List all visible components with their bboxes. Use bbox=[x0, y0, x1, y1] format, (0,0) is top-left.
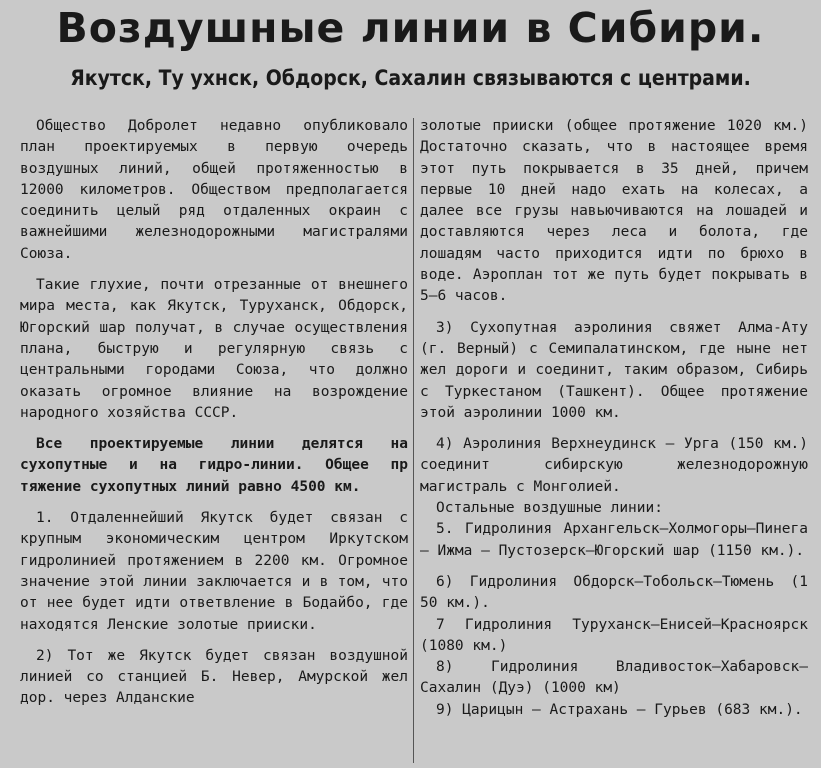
paragraph-item-1: 1. Отдаленнейший Якутск будет связан с крупным экономическим центром Иркутском гидролинией протяжением в 2200 км. Огромное значение этой линии заключается и в том, что от нее будет идти ответвление в Бодайбо, где находятся Ленские золотые прииски. bbox=[20, 510, 408, 633]
paragraph-item-3: 3) Сухопутная аэролиния свяжет Алма-Ату (г. Верный) с Семипалатинском, где ныне нет жел дороги и соединит, таким образом, Сибирь с Туркестаном (Ташкент). Общее протяжение этой аэролинии 1000 км. bbox=[420, 319, 808, 421]
paragraph-item-2-continued: золотые прииски (общее протяжение 1020 км.) Достаточно сказать, что в настоящее время этот путь покрывается в 35 дней, причем первые 10 дней надо ехать на колесах, а далее все грузы навьючиваются на лошадей и доставляются через леса и болота, где лошадям часто приходится идти по брюхо в воде. Аэроплан тот же путь будет покрывать в 5—6 часов. bbox=[420, 118, 808, 305]
paragraph-item-7: 7 Гидролиния Туруханск—Енисей—Красноярск (1080 км.) bbox=[420, 616, 808, 654]
paragraph-item-6: 6) Гидролиния Обдорск—Тобольск—Тюмень (1 50 км.). bbox=[420, 573, 808, 612]
right-column bbox=[420, 116, 808, 721]
paragraph-item-4: 4) Аэролиния Верхнеудинск — Урга (150 км.) соединит сибирскую железнодорожную магистраль с Монголией. bbox=[420, 436, 808, 495]
left-column bbox=[20, 116, 408, 710]
paragraph-item-9: 9) Царицын — Астрахань — Гурьев (683 км.). bbox=[436, 701, 803, 718]
paragraph-other-lines-heading: Остальные воздушные линии: bbox=[436, 500, 663, 517]
subheadline: Якутск, Ту ухнск, Обдорск, Сахалин связываются с центрами. bbox=[70, 66, 751, 90]
paragraph-item-8: 8) Гидролиния Владивосток—Хабаровск—Сахалин (Дуэ) (1000 км) bbox=[420, 659, 808, 697]
paragraph-intro: Общество Добролет недавно опубликовало план проектируемых в первую очередь воздушных линий, общей протяженностью в 12000 километров. Обществом предполагается соединить целый ряд отдаленных окраин с важнейшими железнодорожными магистралями Союза. bbox=[20, 118, 408, 262]
paragraph-item-5: 5. Гидролиния Архангельск—Холмогоры—Пинега — Ижма — Пустозерск—Югорский шар (1150 км.). bbox=[420, 521, 808, 559]
paragraph-line-types: Все проектируемые линии делятся на сухопутные и на гидро-линии. Общее пр тяжение сухопутных линий равно 4500 км. bbox=[20, 436, 408, 495]
headline: Воздушные линии в Сибири. bbox=[56, 4, 765, 52]
paragraph-remote-places: Такие глухие, почти отрезанные от внешнего мира места, как Якутск, Туруханск, Обдорск, Югорский шар получат, в случае осуществления плана, быструю и регулярную связь с центральными городами Союза, что должно оказать огромное влияние на возрождение народного хозяйства СССР. bbox=[20, 277, 408, 421]
column-divider bbox=[413, 118, 414, 763]
paragraph-item-2: 2) Тот же Якутск будет связан воздушной линией со станцией Б. Невер, Амурской жел дор. через Алданские bbox=[20, 647, 408, 707]
